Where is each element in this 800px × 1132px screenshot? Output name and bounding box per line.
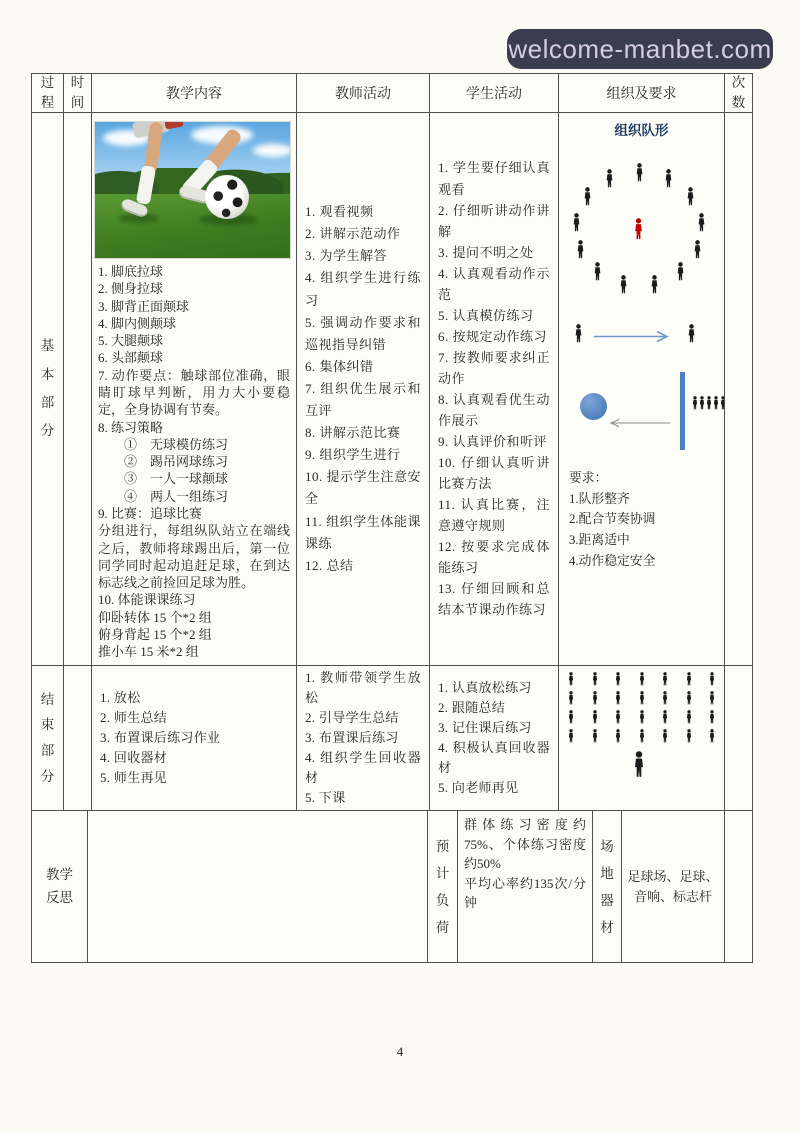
basic-part-row — [32, 113, 753, 666]
content-item: 5. 大腿颠球 — [98, 333, 164, 349]
ending-part-label: 结束部分 — [40, 691, 55, 784]
student-figure-icon — [708, 672, 716, 686]
teacher-activity-item: 6. 集体纠错 — [305, 358, 374, 374]
student-figure-icon — [685, 672, 693, 686]
ending-content-cell — [92, 666, 297, 811]
header-time: 时间 — [64, 74, 92, 113]
basic-content-cell — [92, 113, 297, 666]
student-figure-icon — [661, 691, 669, 705]
basic-count-cell — [725, 113, 753, 666]
student-activity-item: 12. 按要求完成体能练习 — [438, 539, 550, 576]
student-activity-item: 5. 认真模仿练习 — [438, 307, 534, 323]
header-content: 教学内容 — [92, 74, 297, 113]
content-item: 4. 回收器材 — [100, 750, 168, 766]
header-student: 学生活动 — [430, 74, 559, 113]
reflection-empty-cell — [88, 811, 428, 963]
student-activity-item: 11. 认真比赛，注意遵守规则 — [438, 497, 550, 534]
student-figure-icon — [661, 710, 669, 724]
content-item: 6. 头部颠球 — [98, 350, 164, 366]
student-figure-icon — [604, 169, 615, 188]
student-figure-icon — [685, 710, 693, 724]
ending-formation-grid — [559, 666, 724, 810]
student-activity-item: 8. 认真观看优生动作展示 — [438, 392, 550, 429]
content-item: 2. 师生总结 — [100, 709, 168, 725]
student-activity-item: 5. 向老师再见 — [438, 780, 519, 796]
content-item: ① 无球模仿练习 — [98, 436, 229, 452]
content-item: 7. 动作要点：触球部位准确，眼睛盯球早判断，用力大小要稳定，全身协调有节奏。 — [98, 367, 290, 418]
load-label: 预计负荷 — [435, 838, 450, 935]
content-item: 3. 布置课后练习作业 — [100, 729, 221, 745]
requirement-item: 1.队形整齐 — [569, 491, 630, 506]
ending-teacher-cell — [297, 666, 430, 811]
teacher-activity-item: 1. 教师带领学生放松 — [305, 669, 421, 705]
student-figure-icon — [592, 262, 603, 281]
student-figure-icon — [567, 729, 575, 743]
requirements-block — [559, 466, 724, 572]
content-item: 俯身背起 15 个*2 组 — [98, 626, 212, 642]
student-figure-icon — [638, 710, 646, 724]
student-figure-icon — [638, 691, 646, 705]
student-activity-item: 3. 记住课后练习 — [438, 719, 532, 735]
ending-count-cell — [725, 666, 753, 811]
student-activity-item: 7. 按教师要求纠正动作 — [438, 349, 550, 386]
student-figure-icon — [663, 169, 674, 188]
reflection-row — [32, 811, 753, 963]
equipment-cell — [622, 811, 725, 963]
reflection-label-cell — [32, 811, 88, 963]
page-number: 4 — [396, 1044, 404, 1059]
student-figure-icon — [661, 729, 669, 743]
student-activity-item: 9. 认真评价和听评 — [438, 434, 548, 450]
drill-diagram-top — [559, 322, 724, 356]
student-figure-icon — [591, 672, 599, 686]
teacher-activity-item: 8. 讲解示范比赛 — [305, 425, 401, 441]
teacher-activity-item: 1. 观看视频 — [305, 204, 374, 220]
basic-student-cell — [430, 113, 559, 666]
header-organization: 组织及要求 — [559, 74, 725, 113]
teacher-activity-item: 2. 讲解示范动作 — [305, 226, 401, 242]
student-figure-icon — [614, 691, 622, 705]
teacher-activity-item: 11. 组织学生体能课课练 — [305, 513, 421, 551]
ending-student-cell — [430, 666, 559, 811]
student-figure-icon — [614, 710, 622, 724]
ending-organization-cell — [559, 666, 725, 811]
student-figure-icon — [582, 187, 593, 206]
line-marker-bar — [680, 372, 685, 450]
student-figure-icon — [685, 729, 693, 743]
content-item: 仰卧转体 15 个*2 组 — [98, 609, 212, 625]
soccer-ball — [205, 175, 249, 219]
requirement-item: 2.配合节奏协调 — [569, 512, 656, 527]
teacher-figure-icon — [631, 751, 647, 778]
student-figure-icon — [567, 691, 575, 705]
student-figure-icon — [685, 691, 693, 705]
runner-figure-icon — [686, 324, 697, 343]
student-activity-item: 4. 认真观看动作示范 — [438, 265, 550, 302]
student-activity-item: 1. 学生要仔细认真观看 — [438, 160, 550, 197]
teacher-activity-item: 7. 组织优生展示和互评 — [305, 380, 421, 419]
ending-part-row — [32, 666, 753, 811]
table-header-row — [32, 74, 753, 113]
requirements-list — [569, 489, 714, 572]
right-arrow-icon — [593, 330, 675, 343]
student-figure-icon — [567, 672, 575, 686]
left-arrow-icon — [607, 418, 671, 428]
content-item: 9. 比赛：追球比赛 — [98, 505, 203, 521]
student-figure-icon — [708, 729, 716, 743]
student-figure-icon — [618, 275, 629, 294]
student-figure-icon — [675, 262, 686, 281]
student-figure-icon — [591, 691, 599, 705]
student-activity-item: 4. 积极认真回收器材 — [438, 740, 550, 776]
student-figure-icon — [634, 163, 645, 182]
equipment-text: 足球场、足球、音响、标志杆 — [627, 869, 719, 904]
content-item: 8. 练习策略 — [98, 419, 164, 435]
student-activity-item: 3. 提问不明之处 — [438, 244, 534, 260]
student-figure-icon — [685, 187, 696, 206]
content-item: 4. 脚内侧颠球 — [98, 315, 177, 331]
lesson-plan-table — [31, 73, 753, 963]
basic-organization-cell — [559, 113, 725, 666]
student-figure-icon — [614, 729, 622, 743]
venue-label: 场地器材 — [600, 838, 614, 935]
content-item: 推小车 15 米*2 组 — [98, 644, 199, 660]
teacher-activity-item: 3. 为学生解答 — [305, 248, 388, 264]
content-item: 1. 放松 — [100, 689, 141, 705]
student-activity-item: 2. 跟随总结 — [438, 699, 506, 715]
teacher-activity-item: 12. 总结 — [305, 557, 354, 573]
header-teacher: 教师活动 — [297, 74, 430, 113]
load-label-cell — [428, 811, 458, 963]
student-figure-icon — [661, 672, 669, 686]
drill-diagram-bottom — [559, 356, 724, 466]
ball-icon — [580, 393, 607, 420]
requirement-item: 4.动作稳定安全 — [569, 553, 656, 568]
teacher-activity-item: 9. 组织学生进行 — [305, 447, 401, 463]
reflection-label: 教学反思 — [46, 866, 73, 905]
student-figure-icon — [591, 729, 599, 743]
header-count: 次数 — [725, 74, 753, 113]
teacher-activity-item: 4. 组织学生回收器材 — [305, 750, 421, 786]
teacher-activity-item: 2. 引导学生总结 — [305, 709, 399, 725]
basic-time-cell — [64, 113, 92, 666]
student-figure-icon — [575, 240, 586, 259]
teacher-activity-item: 10. 提示学生注意安全 — [305, 469, 422, 507]
basic-content-list — [92, 263, 296, 660]
formation-title: 组织队形 — [614, 123, 669, 138]
teacher-activity-item: 5. 下课 — [305, 790, 346, 806]
runner-figure-icon — [573, 324, 584, 343]
content-item: 3. 脚背正面颠球 — [98, 298, 190, 314]
content-item: 1. 脚底拉球 — [98, 264, 164, 279]
student-activity-item: 1. 认真放松练习 — [438, 679, 532, 695]
student-figure-icon — [638, 729, 646, 743]
reflection-count-cell — [725, 811, 753, 963]
formation-circle — [559, 139, 724, 314]
content-item: 分组进行，每组纵队站立在端线之后，教师将球踢出后，第一位同学同时起动追赶足球，在到达标志线之前捡回足球为胜。 — [98, 523, 290, 591]
teacher-activity-item: 5. 强调动作要求和巡视指导纠错 — [305, 314, 421, 352]
requirements-title: 要求： — [569, 471, 608, 485]
content-item: ④ 两人一组练习 — [98, 488, 229, 504]
content-item: 2. 侧身拉球 — [98, 281, 164, 297]
student-figure-icon — [708, 691, 716, 705]
student-figure-icon — [571, 213, 582, 232]
student-figure-icon — [692, 240, 703, 259]
student-figure-icon — [614, 672, 622, 686]
basic-part-label: 基本部分 — [40, 338, 55, 439]
student-figure-icon — [591, 710, 599, 724]
student-activity-item: 6. 按规定动作练习 — [438, 328, 548, 344]
student-figure-icon — [567, 710, 575, 724]
teacher-activity-item: 4. 组织学生进行练习 — [305, 270, 421, 308]
ending-part-label-cell — [32, 666, 64, 811]
soccer-juggling-photo — [94, 121, 291, 259]
load-line: 平均心率约135次/分钟 — [464, 875, 586, 910]
basic-teacher-cell — [297, 113, 430, 666]
student-figure-icon — [649, 275, 660, 294]
student-activity-item: 13. 仔细回顾和总结本节课动作练习 — [438, 581, 550, 618]
ending-time-cell — [64, 666, 92, 811]
watermark-text: welcome-manbet.com — [508, 33, 772, 64]
teacher-red-figure-icon — [632, 218, 645, 240]
student-activity-item: 10. 仔细认真听讲比赛方法 — [438, 455, 550, 492]
load-text-cell — [458, 811, 593, 963]
watermark-badge — [507, 29, 773, 69]
venue-label-cell — [593, 811, 622, 963]
student-figure-icon — [638, 672, 646, 686]
requirement-item: 3.距离适中 — [569, 533, 630, 548]
content-item: ③ 一人一球颠球 — [98, 471, 229, 487]
basic-part-label-cell — [32, 113, 64, 666]
student-figure-icon — [696, 213, 707, 232]
content-item: 10. 体能课课练习 — [98, 592, 196, 608]
load-line: 群体练习密度约75%、个体练习密度约50% — [464, 817, 586, 871]
student-activity-item: 2. 仔细听讲动作讲解 — [438, 202, 550, 239]
header-process: 过程 — [32, 74, 64, 113]
cloud-shape — [253, 144, 291, 157]
student-figure-icon — [708, 710, 716, 724]
content-item: ② 踢吊网球练习 — [98, 454, 229, 470]
teacher-activity-item: 3. 布置课后练习 — [305, 729, 399, 745]
content-item: 5. 师生再见 — [100, 770, 168, 786]
